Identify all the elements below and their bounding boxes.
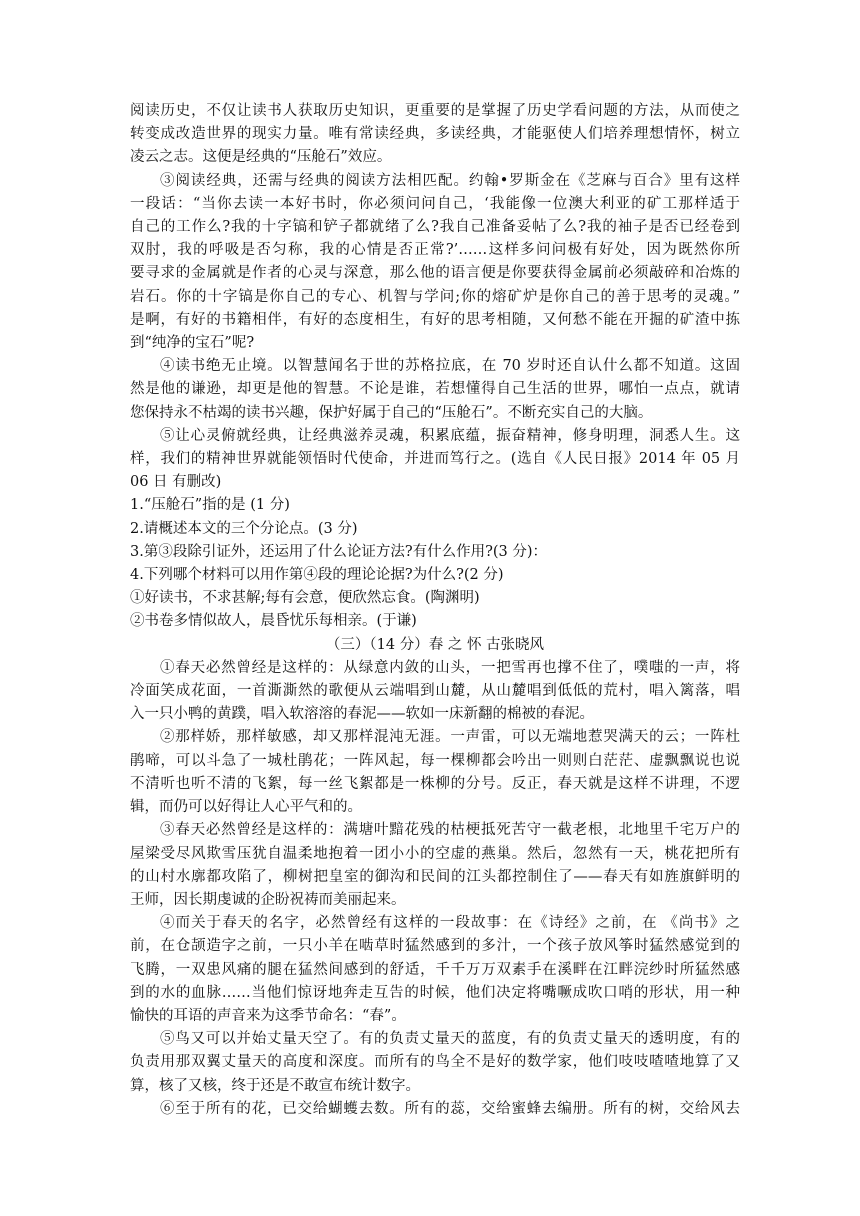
text-line: 一段话：“当你去读一本好书时，你必须问问自己，‘我能像一位澳大利亚的矿工那样适于 (130, 195, 740, 212)
text-line: ⑤鸟又可以并始丈量天空了。有的负责丈量天的蓝度，有的负责丈量天的透明度，有的 (160, 1031, 740, 1048)
text-line: 算，核了又核，终于还是不敢宣布统计数字。 (130, 1077, 420, 1094)
text-line: 阅读历史，不仅让读书人获取历史知识，更重要的是掌握了历史学看问题的方法，从而使之 (130, 103, 740, 119)
text-line: 然是他的谦逊，却更是他的智慧。不论是谁，若想懂得自己生活的世界，哪怕一点点，就请 (130, 381, 740, 398)
section-heading: （三）（14 分）春 之 怀 古张晓风 (325, 636, 545, 653)
text-line: 鹃啼，可以斗急了一城杜鹃花；一阵风起，每一棵柳都会吟出一则则白茫茫、虚飘飘说也说 (130, 752, 740, 769)
text-line: 飞腾，一双患风痛的腿在猛然间感到的舒适，千千万万双素手在溪畔在江畔浣纱时所猛然感 (130, 961, 740, 978)
text-line: 辑，而仍可以好得让人心平气和的。 (130, 799, 362, 816)
text-line: 您保持永不枯竭的读书兴趣，保护好属于自己的“压舱石”。不断充实自己的大脑。 (130, 404, 653, 421)
text-line: 不清听也听不清的飞絮，每一丝飞絮都是一株柳的分号。反正，春天就是这样不讲理，不逻 (130, 775, 740, 792)
text-line: 4.下列哪个材料可以用作第④段的理论论据?为什么?(2 分) (130, 567, 504, 584)
text-line: ④而关于春天的名字，必然曾经有这样的一段故事：在《诗经》之前，在 《尚书》之 (160, 915, 740, 932)
text-line: 2.请概述本文的三个分论点。(3 分) (130, 520, 358, 537)
text-line: 到“纯净的宝石”呢? (130, 335, 255, 352)
text-line: ⑥至于所有的花，已交给蝴蠖去数。所有的蕊，交给蜜蜂去编册。所有的树，交给风去 (160, 1100, 740, 1117)
text-line: 1.“压舱石”指的是 (1 分) (130, 497, 290, 514)
text-line: 前，在仓颉造字之前，一只小羊在啮草时猛然感到的多汁，一个孩子放风筝时猛然感觉到的 (130, 938, 740, 955)
text-line: 转变成改造世界的现实力量。唯有常读经典，多读经典，才能驱使人们培养理想情怀，树立 (130, 126, 740, 143)
text-line: 岩石。你的十字镐是你自己的专心、机智与学问;你的熔矿炉是你自己的善于思考的灵魂。” (130, 288, 740, 305)
text-line: ③春天必然曾经是这样的：满塘叶黯花残的枯梗抵死苦守一截老根，北地里千宅万户的 (160, 822, 740, 839)
text-line: 双肘，我的呼吸是否匀称，我的心情是否正常?’……这样多问问极有好处，因为既然你所 (130, 242, 740, 259)
text-line: ①好读书，不求甚解;每有会意，便欣然忘食。(陶渊明) (130, 590, 480, 607)
text-line: ③阅读经典，还需与经典的阅读方法相匹配。约翰•罗斯金在《芝麻与百合》里有这样 (160, 172, 740, 189)
text-line: 的山村水廓都攻陷了，柳树把皇室的御沟和民间的江头都控制住了——春天有如旌旗鲜明的 (130, 868, 740, 885)
text-line: ④读书绝无止境。以智慧闻名于世的苏格拉底，在 70 岁时还自认什么都不知道。这固 (160, 358, 740, 375)
text-line: 屋梁受尽风欺雪压犹自温柔地抱着一团小小的空虚的燕巢。然后，忽然有一天，桃花把所有 (130, 845, 740, 862)
text-line: 样，我们的精神世界就能领悟时代使命，并进而笃行之。(选自《人民日报》2014 年 05 月 (130, 451, 740, 468)
text-line: 3.第③段除引证外，还运用了什么论证方法?有什么作用?(3 分)： (130, 543, 548, 560)
text-line: ②书卷多情似故人，晨昏忧乐每相亲。(于谦) (130, 613, 417, 630)
text-line: 凌云之志。这便是经典的“压舱石”效应。 (130, 149, 392, 166)
text-line: ⑤让心灵俯就经典，让经典滋养灵魂，积累底蕴，振奋精神，修身明理，洞悉人生。这 (160, 427, 740, 444)
text-line: ①春天必然曾经是这样的：从绿意内敛的山头，一把雪再也撑不住了，噗嗤的一声，将 (160, 659, 740, 676)
text-line: 愉快的耳语的声音来为这季节命名：“春”。 (130, 1007, 406, 1024)
text-line: 到的水的血脉……当他们惊讶地奔走互告的时候，他们决定将嘴噘成吹口哨的形状，用一种 (130, 984, 740, 1001)
text-line: 冷面笑成花面，一首澌澌然的歌便从云端唱到山麓，从山麓唱到低低的荒村，唱入篱落，唱 (130, 683, 740, 700)
text-line: 王师，因长期虔诚的企盼祝祷而美丽起来。 (130, 891, 406, 908)
text-line: ②那样娇，那样敏感，却又那样混沌无涯。一声雷，可以无端地惹哭满天的云；一阵杜 (160, 729, 740, 746)
text-line: 负责用那双翼丈量天的高度和深度。而所有的鸟全不是好的数学家，他们吱吱喳喳地算了又 (130, 1054, 740, 1071)
text-line: 入一只小鸭的黄蹼，唱入软溶溶的春泥——软如一床新翻的棉被的春泥。 (130, 706, 594, 723)
text-line: 是啊，有好的书籍相伴，有好的态度相生，有好的思考相随，又何愁不能在开掘的矿渣中拣 (130, 311, 740, 328)
text-line: 06 日 有删改) (130, 474, 222, 491)
text-line: 自己的工作么?我的十字镐和铲子都就绪了么?我自己准备妥帖了么?我的袖子是否已经卷到 (130, 219, 740, 236)
document-page (130, 100, 740, 1121)
text-line: 要寻求的金属就是作者的心灵与深意，那么他的语言便是你要获得金属前必须敲碎和冶炼的 (130, 265, 740, 282)
